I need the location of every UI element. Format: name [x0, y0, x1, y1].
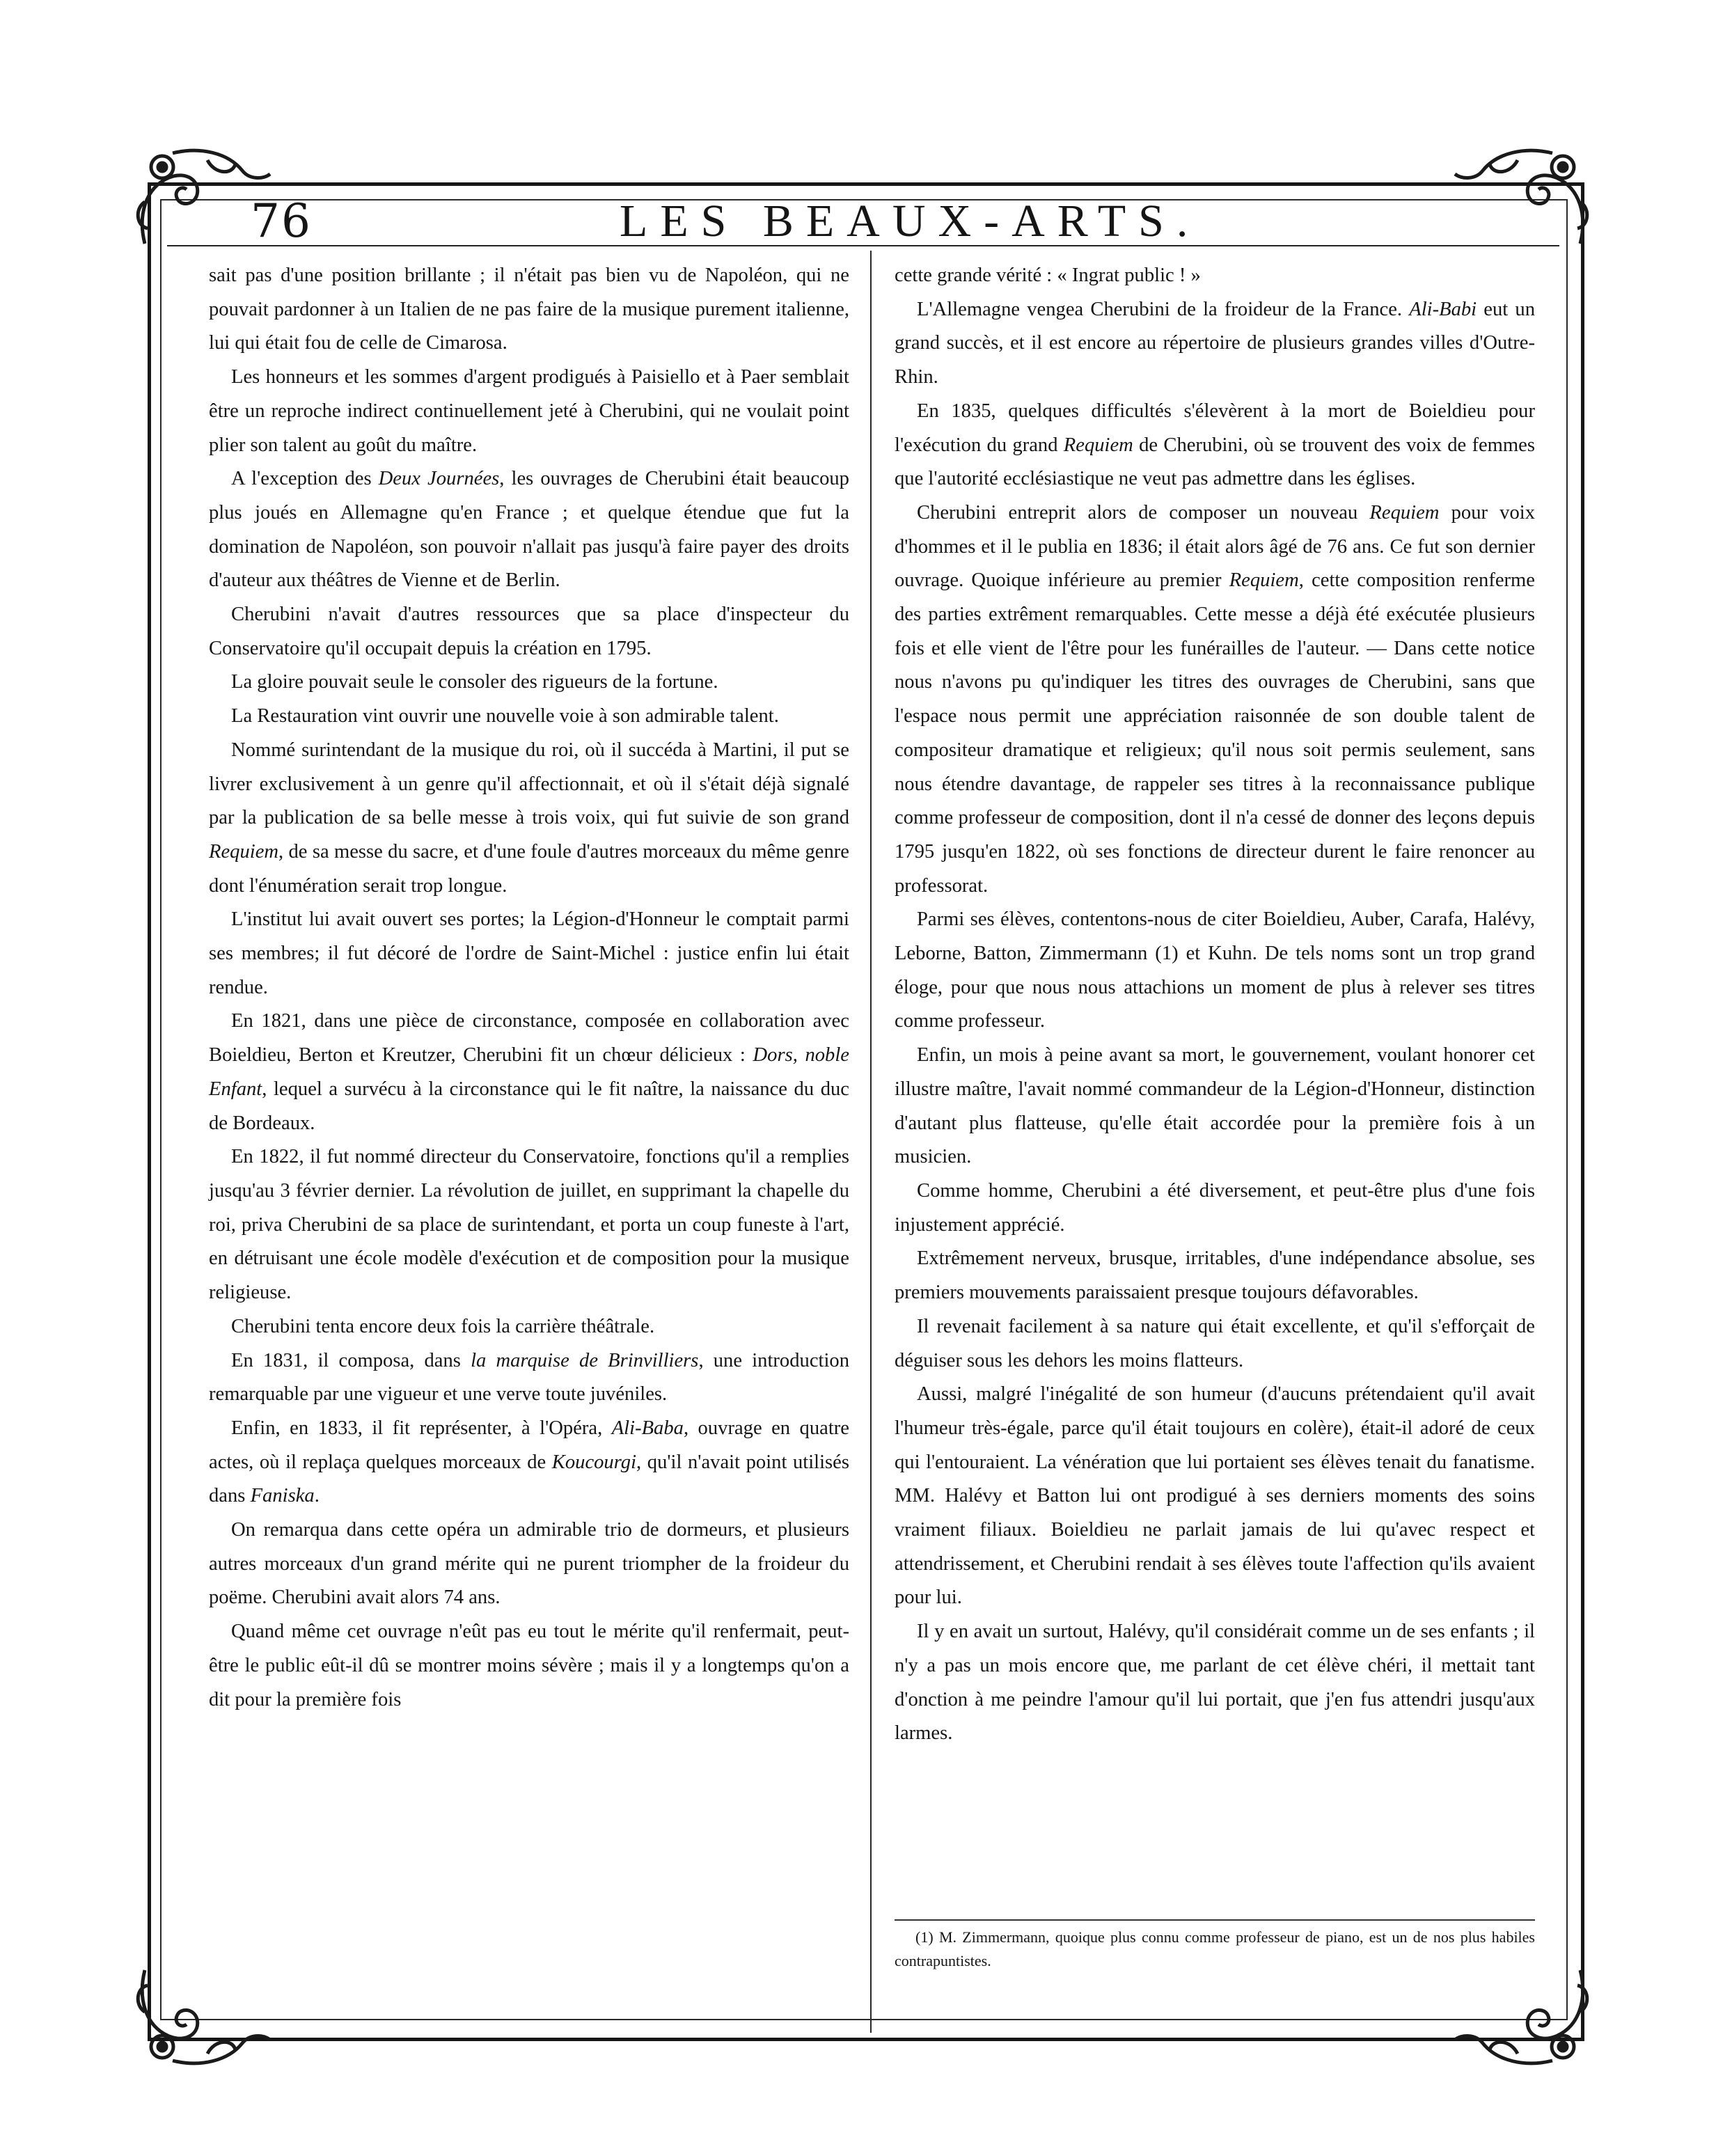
paragraph [209, 259, 849, 361]
paragraph [209, 734, 849, 904]
paragraph-text: Parmi ses élèves, contentons-nous de citer Boieldieu, Auber, Carafa, Halévy, Leborne, Batton, Zimmermann (1) et Kuhn. De tels noms sont un trop grand éloge, pour que nous nous attachions un moment de plus à relever ses titres comme professeur. [895, 908, 1535, 1032]
italic-title-text: Requiem [1063, 434, 1133, 456]
paragraph [895, 293, 1535, 395]
corner-ornament-bottom-left [131, 1956, 277, 2075]
paragraph [209, 462, 849, 598]
paragraph [209, 700, 849, 734]
paragraph-text: Comme homme, Cherubini a été diversement, et peut-être plus d'une fois injustement apprécié. [895, 1179, 1535, 1236]
page-header [202, 194, 1566, 249]
italic-title-text: Requiem [209, 840, 279, 863]
italic-title-text: Faniska [250, 1485, 315, 1507]
italic-title-text: Requiem [1369, 501, 1440, 524]
paragraph-text: de Cherubini, où se trouvent des voix de femmes que l'autorité ecclésiastique ne veut pas admettre dans les églises. [895, 434, 1535, 490]
paragraph [895, 1310, 1535, 1378]
page-number: 76 [251, 194, 312, 248]
paragraph [209, 1005, 849, 1140]
paragraph [209, 903, 849, 1005]
paragraph-text: En 1822, il fut nommé directeur du Conservatoire, fonctions qu'il a remplies jusqu'au 3 février dernier. La révolution de juillet, en supprimant la chapelle du roi, priva Cherubini de sa place de surintendant, et porta un coup funeste à l'art, en détruisant une école modèle d'exécution et de composition pour la musique religieuse. [209, 1146, 849, 1304]
paragraph-text: L'institut lui avait ouvert ses portes; la Légion-d'Honneur le comptait parmi ses membres; il fut décoré de l'ordre de Saint-Michel : justice enfin lui était rendue. [209, 908, 849, 998]
paragraph-text: eut un grand succès, et il est encore au répertoire de plusieurs grandes villes d'Outre-Rhin. [895, 298, 1535, 388]
paragraph [895, 259, 1535, 293]
left-column [209, 259, 849, 1717]
paragraph-text: cette grande vérité : « Ingrat public ! » [895, 265, 1201, 286]
paragraph-text: Enfin, en 1833, il fit représenter, à l'Opéra, [231, 1417, 612, 1439]
italic-title-text: Koucourgi [551, 1451, 637, 1473]
italic-title-text: Ali-Baba [611, 1417, 684, 1439]
paragraph-text: En 1831, il composa, dans [231, 1349, 471, 1371]
paragraph-text: La gloire pouvait seule le consoler des rigueurs de la fortune. [231, 671, 718, 693]
column-divider [870, 251, 872, 2033]
paragraph-text: pour voix d'hommes et il le publia en 1836; il était alors âgé de 76 ans. Ce fut son dernier ouvrage. Quoique inférieure au premier [895, 501, 1536, 592]
italic-title-text: Ali-Babi [1409, 298, 1477, 320]
paragraph [895, 1174, 1535, 1242]
paragraph-text: , lequel a survécu à la circonstance qui le fit naître, la naissance du duc de Bordeaux. [209, 1078, 849, 1134]
header-rule [167, 245, 1559, 246]
paragraph-text: Cherubini tenta encore deux fois la carrière théâtrale. [231, 1315, 655, 1337]
paragraph [209, 361, 849, 462]
paragraph [209, 1615, 849, 1717]
paragraph-text: sait pas d'une position brillante ; il n'était pas bien vu de Napoléon, qui ne pouvait pardonner à un Italien de ne pas faire de la musique purement italienne, lui qui était fou de celle de Cimarosa. [209, 265, 849, 354]
paragraph-text: , une introduction remarquable par une vigueur et une verve toute juvéniles. [209, 1349, 849, 1406]
italic-title-text: Requiem [1229, 569, 1299, 592]
paragraph-text: Il y en avait un surtout, Halévy, qu'il considérait comme un de ses enfants ; il n'y a pas un mois encore que, me parlant de cet élève chéri, il mettait tant d'onction à me peindre l'amour qu'il lui portait, que j'en fus attendri jusqu'aux larmes. [895, 1621, 1535, 1745]
paragraph-text: , les ouvrages de Cherubini était beaucoup plus joués en Allemagne qu'en France ; et quelque étendue que fut la domination de Napoléon, son pouvoir n'allait pas jusqu'à faire payer des droits d'auteur aux théâtres de Vienne et de Berlin. [209, 468, 849, 592]
paragraph-text: Quand même cet ouvrage n'eût pas eu tout le mérite qu'il renfermait, peut-être le public eût-il dû se montrer moins sévère ; mais il y a longtemps qu'on a dit pour la première fois [209, 1621, 849, 1710]
italic-title-text: Dors, noble Enfant [209, 1044, 849, 1100]
paragraph [895, 1378, 1535, 1615]
paragraph [895, 1615, 1535, 1751]
paragraph-text: Enfin, un mois à peine avant sa mort, le gouvernement, voulant honorer cet illustre maître, l'avait nommé commandeur de la Légion-d'Honneur, distinction d'autant plus flatteuse, qu'elle était accordée pour la première fois à un musicien. [895, 1044, 1535, 1168]
italic-title-text: Deux Journées [378, 468, 500, 490]
paragraph-text: Extrêmement nerveux, brusque, irritables, d'une indépendance absolue, ses premiers mouvements paraissaient presque toujours défavorables. [895, 1248, 1535, 1304]
paragraph [895, 496, 1535, 903]
paragraph [209, 1310, 849, 1344]
paragraph-text: En 1821, dans une pièce de circonstance, composée en collaboration avec Boieldieu, Berton et Kreutzer, Cherubini fit un chœur délicieux : [209, 1010, 849, 1067]
paragraph [209, 598, 849, 666]
right-column [895, 259, 1535, 1751]
paragraph-text: A l'exception des [231, 468, 379, 490]
paragraph-text: , ouvrage en quatre actes, où il replaça quelques morceaux de [209, 1417, 849, 1473]
paragraph [209, 1412, 849, 1513]
paragraph-text: Cherubini n'avait d'autres ressources que sa place d'inspecteur du Conservatoire qu'il occupait depuis la création en 1795. [209, 604, 849, 659]
paragraph [895, 1242, 1535, 1309]
paragraph-text: Les honneurs et les sommes d'argent prodigués à Paisiello et à Paer semblait être un reproche indirect continuellement jeté à Cherubini, qui ne voulait point plier son talent au goût du maître. [209, 366, 849, 456]
paragraph [209, 1344, 849, 1412]
paragraph-text: Aussi, malgré l'inégalité de son humeur (d'aucuns prétendaient qu'il avait l'humeur très-égale, parce qu'il était toujours en colère), était-il adoré de ceux qui l'entouraient. La vénération que lui portaient ses élèves tenait du fanatisme. MM. Halévy et Batton lui ont prodigué à ses derniers moments des soins vraiment filiaux. Boieldieu ne parlait jamais de lui qu'avec respect et attendrissement, et Cherubini rendait à ses élèves toute l'affection qu'ils avaient pour lui. [895, 1383, 1535, 1609]
paragraph [209, 1140, 849, 1310]
footnote-rule [895, 1919, 1535, 1921]
journal-title: LES BEAUX-ARTS. [620, 196, 1201, 246]
paragraph-text: . [314, 1485, 320, 1507]
paragraph [209, 1513, 849, 1615]
italic-title-text: la marquise de Brinvilliers [471, 1349, 699, 1371]
paragraph-text: L'Allemagne vengea Cherubini de la froideur de la France. [917, 298, 1410, 320]
paragraph-text: , cette composition renferme des parties extrêment remarquables. Cette messe a déjà été exécutée plusieurs fois et elle vient de l'être pour les funérailles de l'auteur. — Dans cette notice nous n'avons pu qu'indiquer les titres des ouvrages de Cherubini, sans que l'espace nous permit une appréciation raisonnée de son double talent de compositeur dramatique et religieux; qu'il nous soit permis seulement, sans nous étendre davantage, de rappeler ses titres à la reconnaissance publique comme professeur de composition, dont il n'a cessé de donner des leçons depuis 1795 jusqu'en 1822, où ses fonctions de directeur durent le faire renoncer au professorat. [895, 569, 1535, 897]
paragraph-text: Cherubini entreprit alors de composer un nouveau [917, 501, 1370, 524]
paragraph [209, 666, 849, 700]
corner-ornament-bottom-right [1448, 1956, 1594, 2075]
paragraph-text: La Restauration vint ouvrir une nouvelle voie à son admirable talent. [231, 705, 779, 727]
paragraph-text: , qu'il n'avait point utilisés dans [209, 1451, 849, 1507]
paragraph-text: Nommé surintendant de la musique du roi, où il succéda à Martini, il put se livrer exclusivement à un genre qu'il affectionnait, et où il s'était déjà signalé par la publication de sa belle messe à trois voix, qui fut suivie de son grand [209, 739, 849, 829]
paragraph-text: Il revenait facilement à sa nature qui était excellente, et qu'il s'efforçait de déguiser sous les dehors les moins flatteurs. [895, 1315, 1535, 1371]
paragraph [895, 1039, 1535, 1174]
paragraph-text: On remarqua dans cette opéra un admirable trio de dormeurs, et plusieurs autres morceaux d'un grand mérite qui ne purent triompher de la froideur du poëme. Cherubini avait alors 74 ans. [209, 1519, 849, 1609]
paragraph-text: , de sa messe du sacre, et d'une foule d'autres morceaux du même genre dont l'énumération serait trop longue. [209, 840, 849, 897]
paragraph [895, 903, 1535, 1039]
footnote: (1) M. Zimmermann, quoique plus connu comme professeur de piano, est un de nos plus habiles contrapuntistes. [895, 1928, 1535, 1969]
paragraph-text: En 1835, quelques difficultés s'élevèrent à la mort de Boieldieu pour l'exécution du grand [895, 400, 1535, 456]
paragraph [895, 395, 1535, 496]
